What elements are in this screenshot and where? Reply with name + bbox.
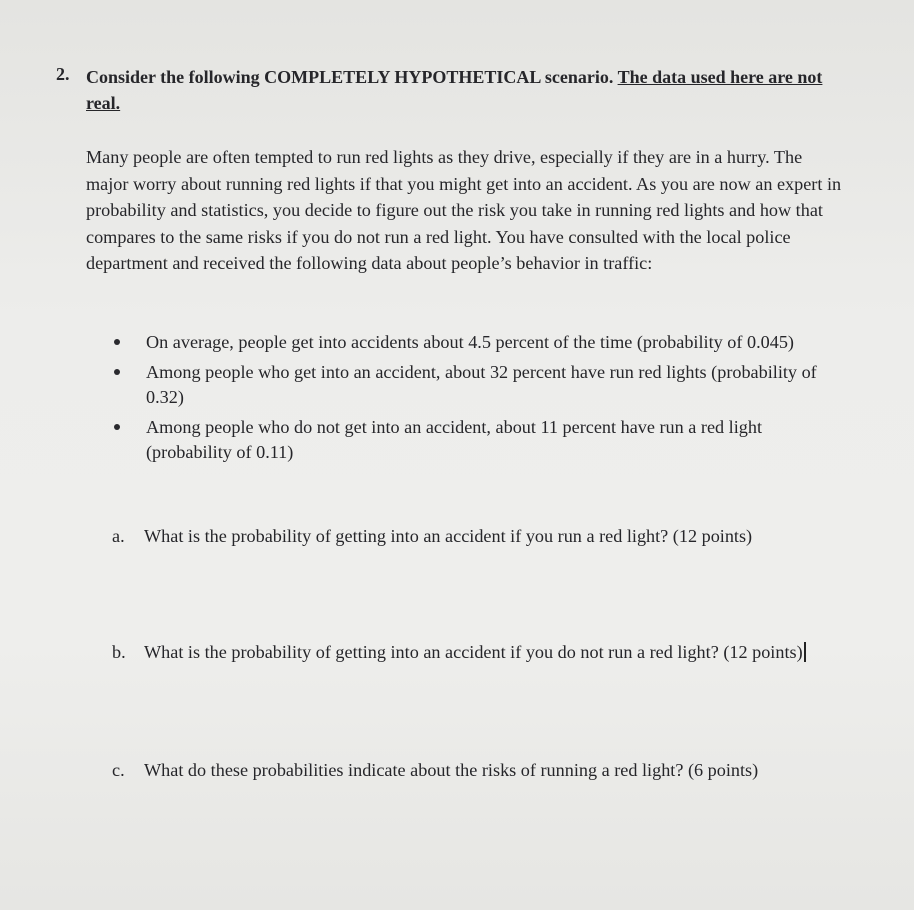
- question-heading-main: Consider the following COMPLETELY HYPOTHETICAL scenario.: [86, 67, 614, 87]
- scenario-paragraph: Many people are often tempted to run red lights as they drive, especially if they are in a hurry. The major worry about running red lights if that you might get into an accident. As you are now an expert in probability and statistics, you decide to figure out the risk you take in running red lights and how that compares to the same risks if you do not run a red light. You have consulted with the local police department and received the following data about people’s behavior in traffic:: [86, 147, 842, 273]
- subquestion-letter: b.: [112, 642, 126, 662]
- question-number: 2.: [56, 64, 70, 84]
- bullet-item: [112, 415, 852, 465]
- question-heading-disclaimer: The data used here are not real.: [86, 67, 823, 113]
- subquestion-a: [112, 524, 832, 550]
- subquestion-text: What do these probabilities indicate about the risks of running a red light? (6 points): [144, 760, 759, 780]
- subquestion-c: [112, 758, 832, 784]
- text-cursor-icon: [804, 642, 806, 662]
- subquestion-text: What is the probability of getting into an accident if you run a red light? (12 points): [144, 526, 753, 546]
- bullet-dot-icon: [114, 369, 120, 375]
- subquestion-text-wrap: [144, 640, 832, 666]
- data-bullet-list: [112, 330, 852, 470]
- subquestion-letter: a.: [112, 526, 125, 546]
- subquestion-b: [112, 640, 832, 666]
- bullet-text: Among people who get into an accident, about 32 percent have run red lights (probability of 0.32): [146, 362, 817, 407]
- subquestion-text: What is the probability of getting into an accident if you do not run a red light? (12 points): [144, 642, 803, 662]
- bullet-item: [112, 360, 852, 410]
- bullet-dot-icon: [114, 424, 120, 430]
- bullet-text: On average, people get into accidents about 4.5 percent of the time (probability of 0.045): [146, 332, 794, 352]
- bullet-item: [112, 330, 852, 355]
- bullet-dot-icon: [114, 339, 120, 345]
- subquestion-letter: c.: [112, 760, 125, 780]
- bullet-text: Among people who do not get into an accident, about 11 percent have run a red light (probability of 0.11): [146, 417, 763, 462]
- question-heading: [86, 64, 856, 116]
